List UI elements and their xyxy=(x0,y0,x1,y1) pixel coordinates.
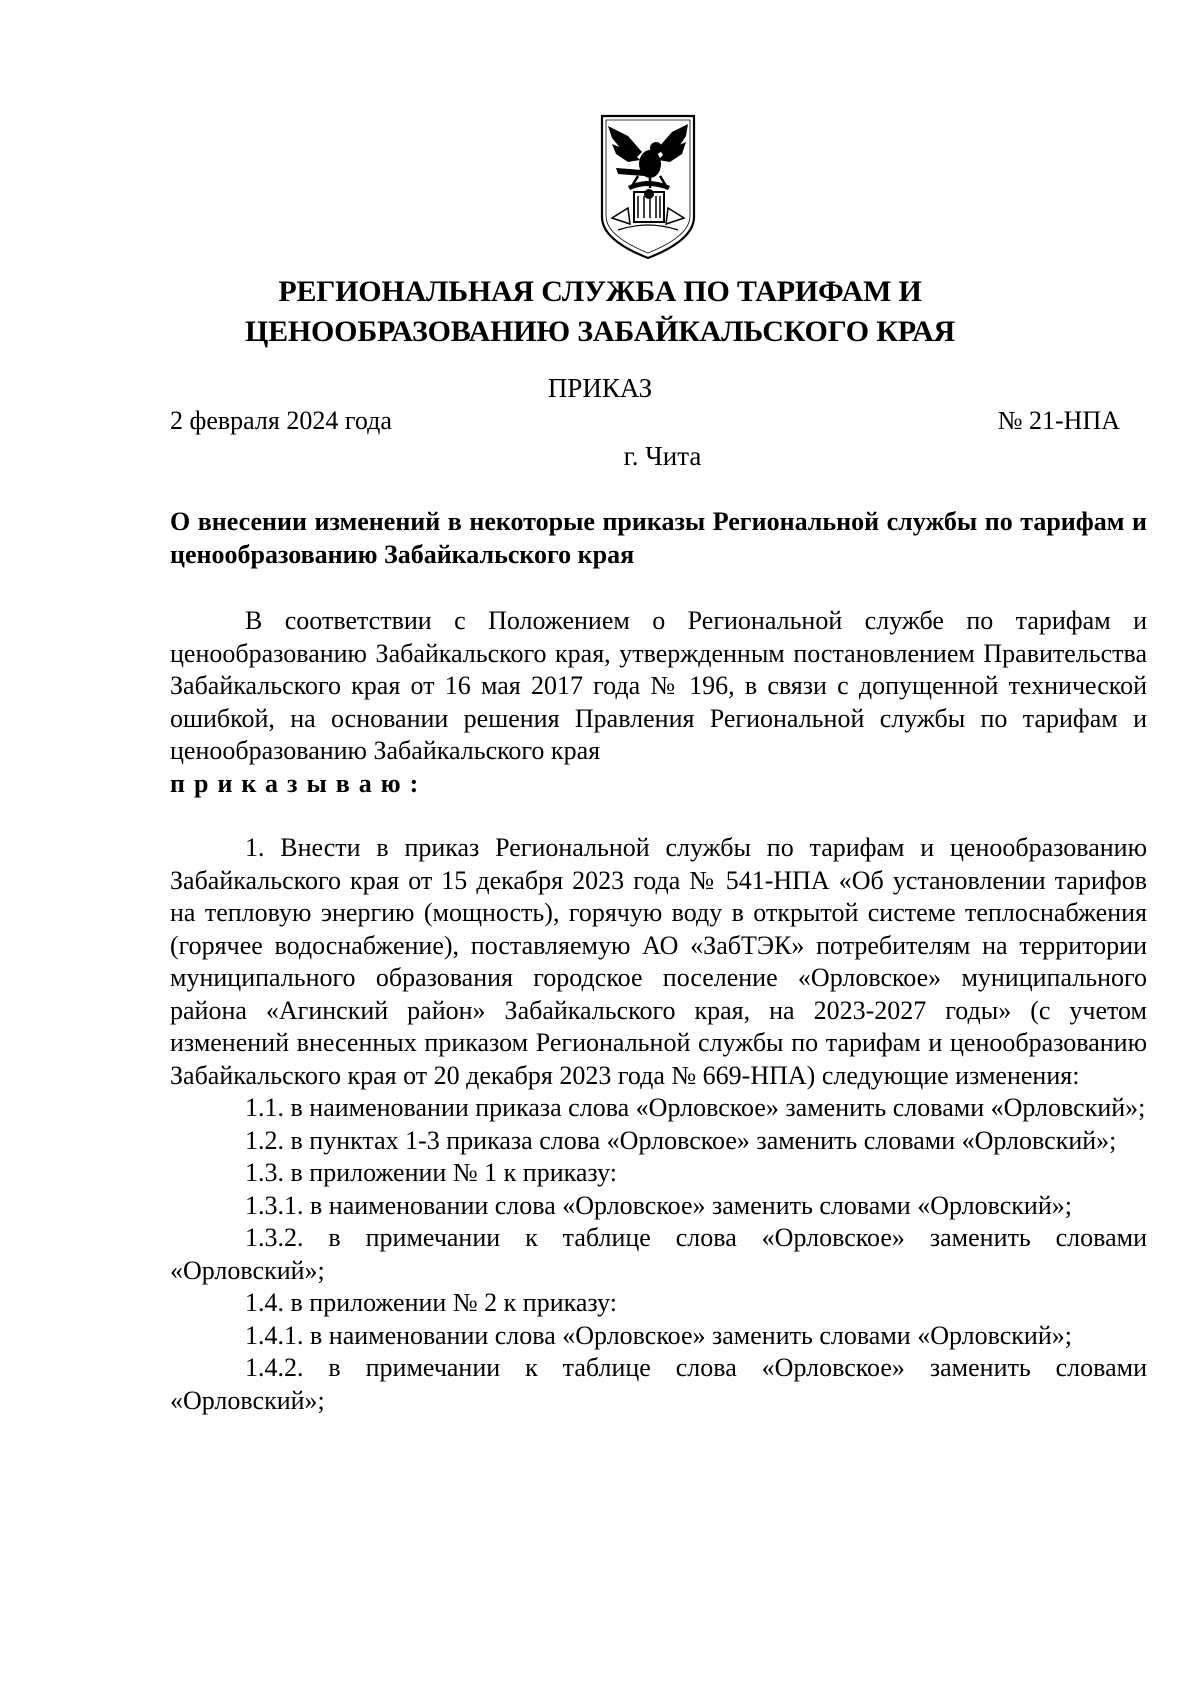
document-city: г. Чита xyxy=(623,441,702,471)
organization-title-line-1: РЕГИОНАЛЬНАЯ СЛУЖБА ПО ТАРИФАМ И xyxy=(278,275,922,308)
document-type: ПРИКАЗ xyxy=(547,373,653,403)
list-item-1-3-2: 1.3.2. в примечании к таблице слова «Орловское» заменить словами «Орловский»; xyxy=(170,1223,1147,1285)
coat-of-arms-emblem xyxy=(598,112,698,262)
organization-title xyxy=(120,272,1080,352)
paragraph-gap xyxy=(170,800,1147,832)
list-item-1-4-2: 1.4.2. в примечании к таблице слова «Орловское» заменить словами «Орловский»; xyxy=(170,1353,1147,1415)
preamble-text: В соответствии с Положением о Региональной службе по тарифам и ценообразованию Забайкальского края, утвержденным постановлением Правительства Забайкальского края от 16 мая 2017 года № 196, в связи с допущенной технической ошибкой, на основании решения Правления Региональной службы по тарифам и ценообразованию Забайкальского края xyxy=(170,606,1147,765)
list-item-1-3-1: 1.3.1. в наименовании слова «Орловское» заменить словами «Орловский»; xyxy=(245,1190,1072,1220)
document-subject: О внесении изменений в некоторые приказы Региональной службы по тарифам и ценообразованию Забайкальского края xyxy=(170,507,1147,569)
order-word: приказываю: xyxy=(170,768,428,798)
list-item-1-4: 1.4. в приложении № 2 к приказу: xyxy=(245,1288,617,1317)
document-number: № 21-НПА xyxy=(997,406,1120,435)
list-item-1: 1. Внести в приказ Региональной службы по тарифам и ценообразованию Забайкальского края от 15 декабря 2023 года № 541-НПА «Об установлении тарифов на тепловую энергию (мощность), горячую воду в открытой системе теплоснабжения (горячее водоснабжение), поставляемую АО «ЗабТЭК» потребителям на территории муниципального образования городское поселение «Орловское» муниципального района «Агинский район» Забайкальского края, на 2023-2027 годы» (с учетом изменений внесенных приказом Региональной службы по тарифам и ценообразованию Забайкальского края от 20 декабря 2023 года № 669-НПА) следующие изменения: xyxy=(170,833,1147,1090)
preamble-paragraph xyxy=(170,605,1147,768)
list-item-1-1: 1.1. в наименовании приказа слова «Орловское» заменить словами «Орловский»; xyxy=(245,1093,1146,1122)
document-body xyxy=(170,605,1147,1417)
document-date: 2 февраля 2024 года xyxy=(170,406,392,435)
list-item-1-4-1: 1.4.1. в наименовании слова «Орловское» заменить словами «Орловский»; xyxy=(245,1320,1072,1350)
zabaikalsky-coat-of-arms-icon xyxy=(598,112,698,262)
list-item-1-2: 1.2. в пунктах 1-3 приказа слова «Орловское» заменить словами «Орловский»; xyxy=(245,1125,1117,1155)
organization-title-line-2: ЦЕНООБРАЗОВАНИЮ ЗАБАЙКАЛЬСКОГО КРАЯ xyxy=(244,315,956,348)
list-item-1-3: 1.3. в приложении № 1 к приказу: xyxy=(245,1158,617,1187)
